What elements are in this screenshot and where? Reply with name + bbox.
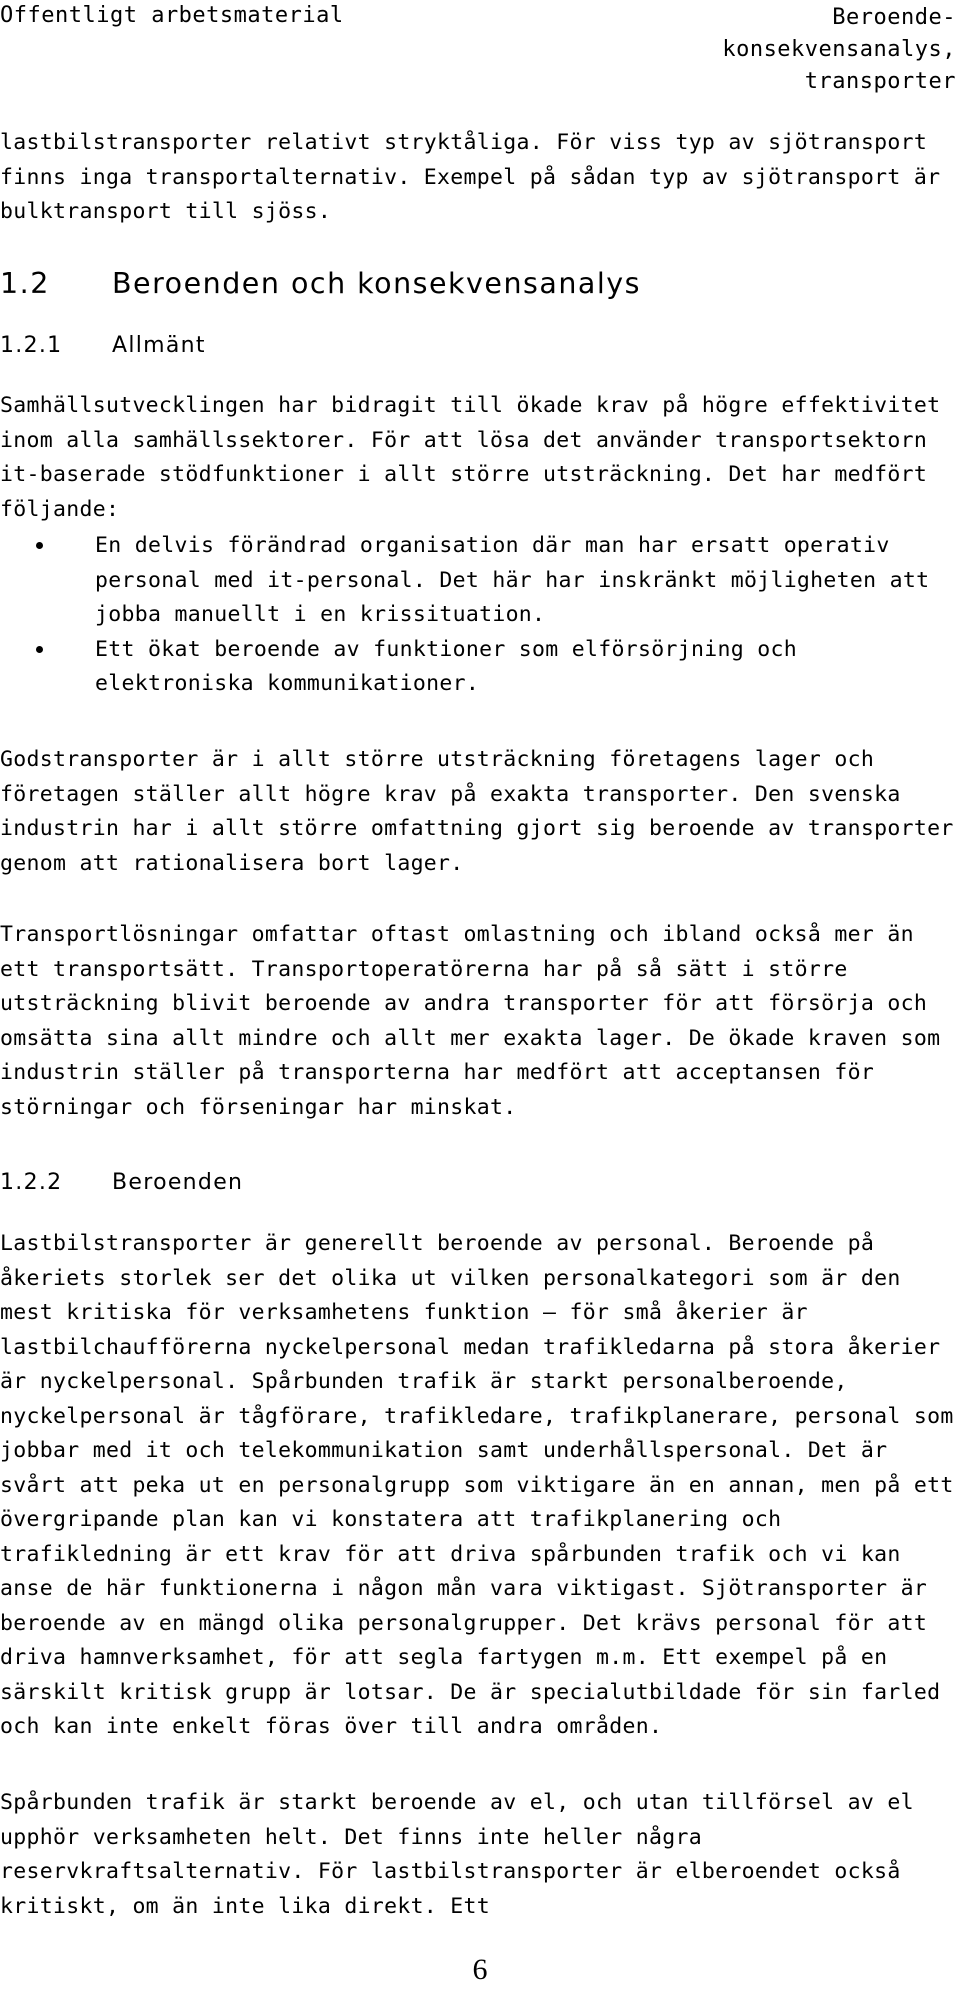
heading-title: Beroenden och konsekvensanalys — [112, 267, 641, 300]
heading-1-2-1 — [0, 330, 206, 362]
allmant-paragraph-3: Transportlösningar omfattar oftast omlastning och ibland också mer än ett transportsätt. Transportoperatörerna har på så sätt i större utsträckning blivit beroende av andra transporter för att försörja och omsätta sina allt mindre och allt mer exakta lager. De ökade kraven som industrin ställer på transporterna har medfört att acceptansen för störningar och förseningar har minskat. — [0, 922, 941, 1120]
page-number: 6 — [472, 1953, 488, 1986]
bullet-list — [0, 529, 958, 702]
list-item: En delvis förändrad organisation där man har ersatt operativ personal med it-personal. Det här har inskränkt möjligheten att jobba manuellt i en krissituation. — [0, 529, 958, 633]
bullet-icon — [36, 542, 43, 549]
header-right: Beroende- konsekvensanalys, transporter — [722, 5, 956, 94]
allmant-paragraph-2: Godstransporter är i allt större utsträckning företagens lager och företagen ställer allt högre krav på exakta transporter. Den svenska industrin har i allt större omfattning gjort sig beroende av transporter genom att rationalisera bort lager. — [0, 747, 954, 876]
intro-paragraph: lastbilstransporter relativt stryktåliga. För viss typ av sjötransport finns inga transportalternativ. Exempel på sådan typ av sjötransport är bulktransport till sjöss. — [0, 130, 941, 224]
beroenden-paragraph-1: Lastbilstransporter är generellt beroende av personal. Beroende på åkeriets storlek ser det olika ut vilken personalkategori som är den mest kritiska för verksamhetens funktion — för små åkerier är lastbilchaufförerna nyckelpersonal medan trafikledarna på stora åkerier är nyckelpersonal. Spårbunden trafik är starkt personalberoende, nyckelpersonal är tågförare, trafikledare, trafikplanerare, personal som jobbar med it och telekommunikation samt underhållspersonal. Det är svårt att peka ut en personalgrupp som viktigare än en annan, men på ett övergripande plan kan vi konstatera att trafikplanering och trafikledning är ett krav för att driva spårbunden trafik och vi kan anse de här funktionerna i någon mån vara viktigast. Sjötransporter är beroende av en mängd olika personalgrupper. Det krävs personal för att driva hamnverksamhet, för att segla fartygen m.m. Ett exempel på en särskilt kritisk grupp är lotsar. De är specialutbildade för sin farled och kan inte enkelt föras över till andra områden. — [0, 1231, 954, 1739]
heading-title: Allmänt — [112, 333, 206, 358]
bullet-icon — [36, 646, 43, 653]
heading-number: 1.2.2 — [0, 1170, 63, 1195]
heading-1-2-2 — [0, 1167, 243, 1199]
heading-1-2 — [0, 264, 641, 304]
beroenden-paragraph-2: Spårbunden trafik är starkt beroende av el, och utan tillförsel av el upphör verksamheten helt. Det finns inte heller några reservkraftsalternativ. För lastbilstransporter är elberoendet också kritiskt, om än inte lika direkt. Ett — [0, 1790, 914, 1919]
header-left: Offentligt arbetsmaterial — [0, 3, 344, 28]
list-item: Ett ökat beroende av funktioner som elförsörjning och elektroniska kommunikationer. — [0, 633, 958, 702]
heading-title: Beroenden — [112, 1170, 244, 1195]
allmant-paragraph-1: Samhällsutvecklingen har bidragit till ökade krav på högre effektivitet inom alla samhällssektorer. För att lösa det använder transportsektorn it-baserade stödfunktioner i allt större utsträckning. Det har medfört följande: — [0, 393, 941, 522]
heading-number: 1.2 — [0, 267, 50, 300]
heading-number: 1.2.1 — [0, 333, 63, 358]
